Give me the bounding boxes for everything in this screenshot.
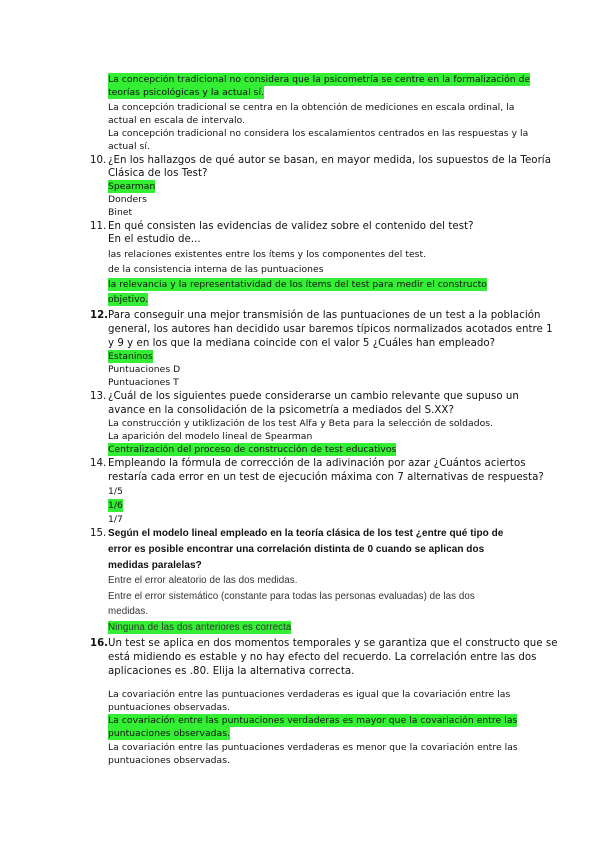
text-line: medidas. [108, 606, 149, 617]
question-text-line: En el estudio de... [108, 234, 201, 245]
question-text-line: En qué consisten las evidencias de validez sobre el contenido del test? [108, 221, 474, 232]
highlighted-answer-line: 1/6 [108, 500, 123, 511]
text-line: La covariación entre las puntuaciones verdaderas es igual que la covariación entre las [108, 689, 511, 700]
text-line: Puntuaciones D [108, 364, 181, 375]
question-text-line: avance en la consolidación de la psicometría a mediados del S.XX? [108, 405, 454, 416]
question-text-line: Empleando la fórmula de corrección de la adivinación por azar ¿Cuántos aciertos [108, 458, 526, 469]
question-number: 15. [90, 528, 107, 539]
text-line: actual en escala de intervalo. [108, 115, 246, 126]
text-line: las relaciones existentes entre los ítems y los componentes del test. [108, 249, 427, 260]
question-text-line: Para conseguir una mejor transmisión de las puntuaciones de un test a la población [108, 310, 541, 321]
question-number: 12. [90, 310, 109, 321]
question-text-line: Clásica de los Test? [108, 168, 208, 179]
text-line: de la consistencia interna de las puntuaciones [108, 264, 324, 275]
question-text-line: ¿En los hallazgos de qué autor se basan, en mayor medida, los supuestos de la Teoría [108, 155, 551, 166]
question-number: 14. [90, 458, 107, 469]
highlighted-answer-line: la relevancia y la representatividad de los ítems del test para medir el constructo [108, 279, 487, 290]
highlighted-answer-line: Centralización del proceso de construcción de test educativos [108, 444, 397, 455]
question-text-line: Un test se aplica en dos momentos temporales y se garantiza que el constructo que se [108, 638, 558, 649]
question-text-line: medidas paralelas? [108, 560, 202, 571]
highlighted-answer-line: Spearman [108, 181, 156, 192]
highlighted-answer-line: La covariación entre las puntuaciones verdaderas es mayor que la covariación entre las [108, 715, 518, 726]
text-line: actual sí. [108, 141, 150, 152]
question-text-line: Según el modelo lineal empleado en la teoría clásica de los test ¿entre qué tipo de [108, 528, 504, 539]
text-line: puntuaciones observadas. [108, 755, 231, 766]
question-text-line: error es posible encontrar una correlación distinta de 0 cuando se aplican dos [108, 544, 485, 555]
highlighted-answer-line: puntuaciones observadas. [108, 728, 231, 739]
question-number: 16. [90, 638, 109, 649]
text-line: La concepción tradicional no considera los escalamientos centrados en las respuestas y la [108, 128, 529, 139]
question-text-line: general, los autores han decidido usar baremos típicos normalizados acotados entre 1 [108, 324, 553, 335]
question-number: 10. [90, 155, 107, 166]
text-line: Entre el error sistemático (constante para todas las personas evaluadas) de las dos [108, 591, 475, 602]
text-line: La covariación entre las puntuaciones verdaderas es menor que la covariación entre las [108, 742, 518, 753]
text-line: La aparición del modelo lineal de Spearman [108, 431, 313, 442]
highlighted-answer-line: teorías psicológicas y la actual sí. [108, 87, 265, 98]
text-line: La concepción tradicional se centra en la obtención de mediciones en escala ordinal, la [108, 102, 515, 113]
text-line: Donders [108, 194, 147, 205]
question-text-line: está midiendo es estable y no hay efecto del recuerdo. La correlación entre las dos [108, 652, 537, 663]
question-text-line: aplicaciones es .80. Elija la alternativa correcta. [108, 666, 355, 677]
text-line: 1/5 [108, 486, 123, 497]
text-line: Entre el error aleatorio de las dos medidas. [108, 575, 298, 586]
question-text-line: ¿Cuál de los siguientes puede considerarse un cambio relevante que supuso un [108, 391, 519, 402]
text-line: puntuaciones observadas. [108, 702, 231, 713]
highlighted-answer-line: La concepción tradicional no considera que la psicometría se centre en la formalización de [108, 74, 531, 85]
text-line: La construcción y utiklización de los test Alfa y Beta para la selección de soldados. [108, 418, 494, 429]
question-number: 13. [90, 391, 107, 402]
text-line: 1/7 [108, 514, 123, 525]
text-line: Puntuaciones T [108, 377, 179, 388]
question-number: 11. [90, 221, 107, 232]
highlighted-answer-line: Estaninos [108, 351, 153, 362]
question-text-line: y 9 y en los que la mediana coincide con el valor 5 ¿Cuáles han empleado? [108, 338, 496, 349]
question-text-line: restaría cada error en un test de ejecución máxima con 7 alternativas de respuesta? [108, 472, 544, 483]
text-line: Binet [108, 207, 133, 218]
highlighted-answer-line: Ninguna de las dos anteriores es correcta [108, 622, 292, 633]
highlighted-answer-line: objetivo. [108, 294, 149, 305]
